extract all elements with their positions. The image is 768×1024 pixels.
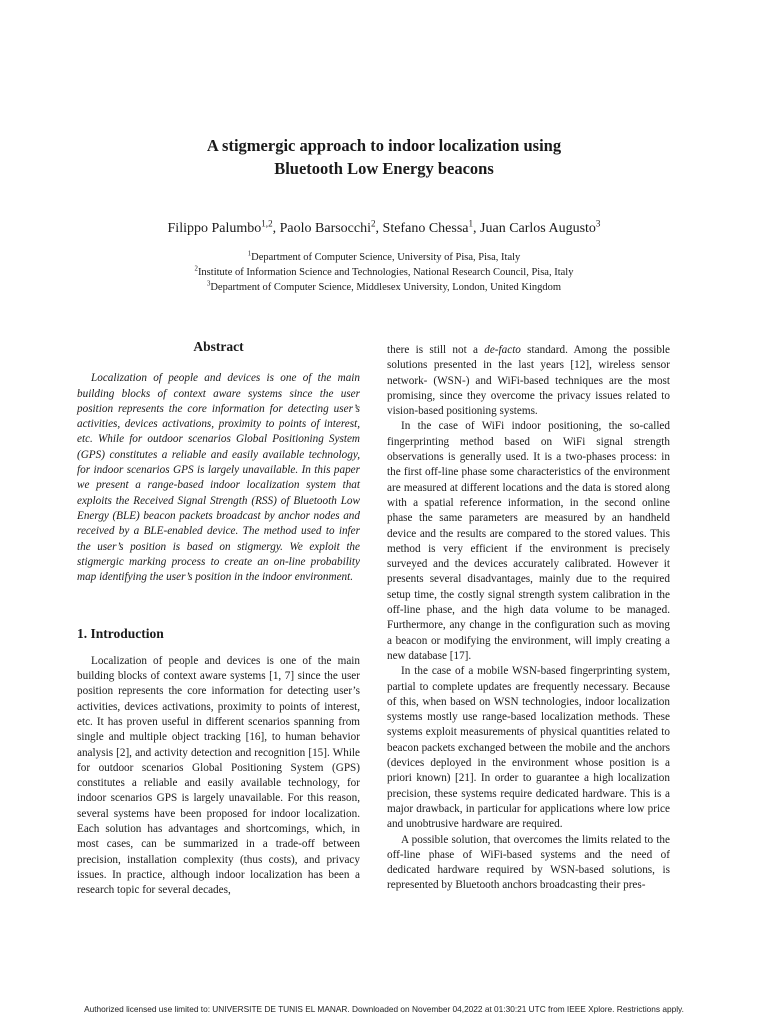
title-line-2: Bluetooth Low Energy beacons <box>274 159 494 178</box>
right-column <box>387 343 670 894</box>
author-separator: , <box>272 221 280 236</box>
author-separator: , <box>473 221 481 236</box>
body-paragraph: In the case of a mobile WSN-based fingerprinting system, partial to complete updates are frequently necessary. Because of this, when based on WSN technologies, indoor localization systems mostly use range-based localization methods. These systems exploit measurements of physical quantities related to beacon packets exchanged between the mobile and the anchors (devices deployed in the environment whose position is a priori known) [21]. In order to guarantee a high localization precision, these systems require dedicated hardware. This is a major drawback, in particular for applications where low price and unobtrusive hardware are required. <box>387 665 670 831</box>
author-affil-mark: 3 <box>595 218 601 229</box>
affiliation-text: Department of Computer Science, Middlesex University, London, United Kingdom <box>210 282 562 293</box>
author-name: Paolo Barsocchi <box>279 221 371 236</box>
affiliation <box>0 250 768 265</box>
abstract-text: Localization of people and devices is one of the main building blocks of context aware systems since the user position represents the core information for detecting user’s activities, devices activations, proximity to points of interest, etc. While for outdoor scenarios Global Positioning System (GPS) constitutes a reliable and easily available technology, for indoor scenarios GPS is largely unavailable. In this paper we present a range-based indoor localization system that exploits the Received Signal Strength (RSS) of Bluetooth Low Energy (BLE) beacon packets broadcast by anchor nodes and received by a BLE-enabled device. The method used to infer the user’s position is based on stigmergy. We exploit the stigmergic marking process to create an on-line probability map identifying the user’s position in the indoor environment. <box>77 372 360 584</box>
author-affil-mark: 1,2 <box>261 218 273 229</box>
introduction-heading: 1. Introduction <box>77 626 164 642</box>
author-affil-mark: 2 <box>371 218 376 229</box>
body-text: there is still not a <box>387 344 485 356</box>
affiliation-text: Department of Computer Science, University of Pisa, Pisa, Italy <box>251 252 521 263</box>
affiliation-mark: 1 <box>247 250 252 258</box>
title-line-1: A stigmergic approach to indoor localization using <box>206 136 562 155</box>
affiliation-text: Institute of Information Science and Technologies, National Research Council, Pisa, Italy <box>197 267 574 278</box>
affiliation-list <box>0 250 768 295</box>
body-text: standard. Among the possible solutions presented in the last years [12], wireless sensor network- (WSN-) and WiFi-based techniques are the most promising, since they overcome the privacy issues related to vision-based positioning systems. <box>387 344 670 418</box>
author <box>279 218 383 236</box>
paper-title <box>0 134 768 180</box>
author-name: Juan Carlos Augusto <box>480 221 596 236</box>
body-paragraph: A possible solution, that overcomes the limits related to the off-line phase of WiFi-based systems and the need of dedicated hardware required by WSN-based solutions, is represented by Bluetooth anchors broadcasting their pres- <box>387 833 670 892</box>
author-name: Filippo Palumbo <box>167 221 262 236</box>
affiliation <box>0 280 768 295</box>
author-name: Stefano Chessa <box>382 221 469 236</box>
author <box>167 218 280 236</box>
introduction-paragraph: Localization of people and devices is one of the main building blocks of context aware systems [1, 7] since the user position represents the core information for detecting user’s activities, devices activations, proximity to points of interest, etc. It has proven useful in different scenarios spanning from single and multiple object tracking [16], to human behavior analysis [2], and activity detection and recognition [15]. While for outdoor scenarios Global Positioning System (GPS) constitutes a reliable and easily available technology, for indoor scenarios GPS is largely unavailable. For this reason, several systems have been proposed for indoor localization. Each solution has advantages and shortcomings, which, in most cases, can be summarized in a trade-off between precision, installation complexity (thus costs), and privacy issues. In practice, although indoor localization has been a research topic for several decades, <box>77 654 360 897</box>
author-separator: , <box>375 221 383 236</box>
author <box>382 218 481 236</box>
abstract-heading: Abstract <box>193 339 244 354</box>
affiliation-mark: 3 <box>206 280 211 288</box>
author-list <box>0 219 768 239</box>
license-footer: Authorized licensed use limited to: UNIVERSITE DE TUNIS EL MANAR. Downloaded on November 04,2022 at 01:30:21 UTC from IEEE Xplore. Restrictions apply. <box>84 1004 684 1014</box>
affiliation-mark: 2 <box>194 265 198 273</box>
body-paragraph <box>387 343 670 419</box>
body-paragraph: In the case of WiFi indoor positioning, the so-called fingerprinting method based on WiFi signal strength observations is generally used. It is a two-phases process: in the first off-line phase some characteristics of the environment are measured at different locations and the data is stored along with a spatial reference information, in the second online phase the same parameters are measured by an handheld device and the results are compared to the stored values. This method is very efficient if the environment is precisely surveyed and the devices accurately calibrated. However it presents several disadvantages, mainly due to the required setup time, the costly signal strength system calibration in the off-line phase, and the high data volume to be managed. Furthermore, any change in the configuration such as moving a beacon or modifying the environment, will imply creating a new database [17]. <box>387 420 670 662</box>
author-affil-mark: 1 <box>468 218 474 229</box>
left-column <box>77 339 360 899</box>
affiliation <box>0 265 768 280</box>
author <box>480 218 601 236</box>
body-text-italic: de-facto <box>484 344 521 356</box>
